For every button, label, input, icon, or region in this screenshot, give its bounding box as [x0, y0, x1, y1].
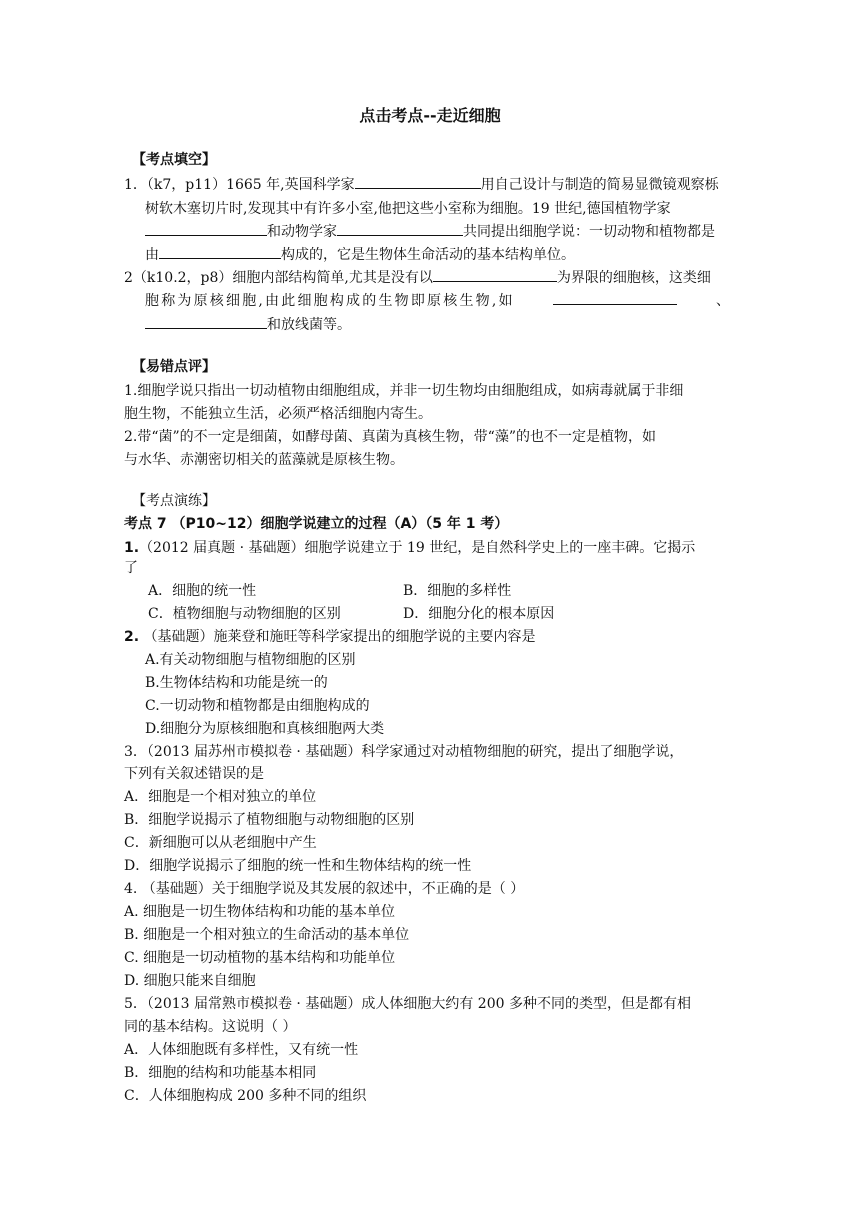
answer-blank[interactable] — [145, 314, 267, 329]
practice-q2-option-c: C.一切动物和植物都是由细胞构成的 — [145, 698, 370, 714]
fill-q1-line2: 树软木塞切片时,发现其中有许多小室,他把这些小室称为细胞。19 世纪,德国植物学家 — [145, 201, 671, 217]
errors-section-header: 【易错点评】 — [132, 359, 216, 375]
error-point-2-line2: 与水华、赤潮密切相关的蓝藻就是原核生物。 — [124, 452, 404, 468]
fill-q1-line3: 和动物学家 共同提出细胞学说：一切动物和植物都是 — [145, 221, 715, 243]
fill-q2-line1: 2（k10.2，p8）细胞内部结构简单,尤其是没有以 为界限的细胞核，这类细 — [124, 267, 711, 289]
practice-q3-option-a: A．细胞是一个相对独立的单位 — [124, 789, 317, 805]
practice-q5-stem-line1: 5．（2013 届常熟市模拟卷 · 基础题）成人体细胞大约有 200 多种不同的类型，但是都有相 — [124, 996, 691, 1012]
practice-q1-stem-line2: 了 — [124, 560, 138, 576]
practice-section-header: 【考点演练】 — [132, 493, 216, 509]
practice-q5-option-a: A．人体细胞既有多样性，又有统一性 — [124, 1042, 359, 1058]
answer-blank[interactable] — [337, 221, 463, 236]
practice-q1-option-a: A．细胞的统一性 — [148, 583, 257, 599]
practice-q1-option-c: C．植物细胞与动物细胞的区别 — [148, 606, 341, 622]
practice-q1-stem-line1: 1.（2012 届真题 · 基础题）细胞学说建立于 19 世纪，是自然科学史上的一座丰碑。它揭示 — [124, 540, 696, 556]
page-title: 点击考点--走近细胞 — [359, 106, 501, 125]
practice-q5-stem-line2: 同的基本结构。这说明（ ） — [124, 1019, 297, 1035]
practice-q3-option-b: B．细胞学说揭示了植物细胞与动物细胞的区别 — [124, 812, 415, 828]
practice-q2-option-d: D.细胞分为原核细胞和真核细胞两大类 — [145, 721, 385, 737]
fill-q2-line3: 和放线菌等。 — [145, 314, 351, 336]
practice-q3-option-c: C．新细胞可以从老细胞中产生 — [124, 835, 317, 851]
error-point-2-line1: 2.带“菌”的不一定是细菌，如酵母菌、真菌为真核生物，带“藻”的也不一定是植物，如 — [124, 429, 656, 445]
practice-q3-option-d: D．细胞学说揭示了细胞的统一性和生物体结构的统一性 — [124, 858, 472, 874]
practice-q4-option-d: D. 细胞只能来自细胞 — [124, 973, 256, 989]
answer-blank[interactable] — [145, 221, 267, 236]
answer-blank[interactable] — [355, 174, 481, 189]
practice-q4-option-c: C. 细胞是一切动植物的基本结构和功能单位 — [124, 950, 396, 966]
answer-blank[interactable] — [159, 244, 281, 259]
fill-q1-line4: 由 构成的，它是生物体生命活动的基本结构单位。 — [145, 244, 575, 266]
error-point-1-line2: 胞生物，不能独立生活，必须严格活细胞内寄生。 — [124, 406, 432, 422]
practice-q2-stem: 2. （基础题）施莱登和施旺等科学家提出的细胞学说的主要内容是 — [124, 629, 536, 645]
practice-q5-option-c: C．人体细胞构成 200 多种不同的组织 — [124, 1088, 367, 1104]
fill-q2-line2: 胞称为原核细胞,由此细胞构成的生物即原核生物,如 、 — [145, 290, 730, 312]
practice-q3-stem-line1: 3．（2013 届苏州市模拟卷 · 基础题）科学家通过对动植物细胞的研究，提出了细胞学说， — [124, 744, 684, 760]
answer-blank[interactable] — [433, 267, 557, 282]
fill-section-header: 【考点填空】 — [132, 152, 216, 168]
practice-q4-option-b: B. 细胞是一个相对独立的生命活动的基本单位 — [124, 927, 410, 943]
practice-q4-option-a: A. 细胞是一切生物体结构和功能的基本单位 — [124, 904, 396, 920]
practice-q2-option-a: A.有关动物细胞与植物细胞的区别 — [145, 652, 356, 668]
practice-q5-option-b: B．细胞的结构和功能基本相同 — [124, 1065, 317, 1081]
fill-q1-line1: 1．（k7，p11）1665 年,英国科学家 用自己设计与制造的简易显微镜观察栎 — [124, 174, 719, 196]
practice-q3-stem-line2: 下列有关叙述错误的是 — [124, 766, 264, 782]
practice-q2-option-b: B.生物体结构和功能是统一的 — [145, 675, 328, 691]
practice-q1-option-d: D．细胞分化的根本原因 — [403, 606, 555, 622]
practice-topic-heading: 考点 7 （P10~12）细胞学说建立的过程（A）（5 年 1 考） — [124, 516, 509, 532]
practice-q1-option-b: B．细胞的多样性 — [403, 583, 512, 599]
error-point-1-line1: 1.细胞学说只指出一切动植物由细胞组成，并非一切生物均由细胞组成，如病毒就属于非细 — [124, 383, 684, 399]
answer-blank[interactable] — [553, 290, 677, 305]
practice-q4-stem: 4. （基础题）关于细胞学说及其发展的叙述中，不正确的是（ ） — [124, 881, 525, 897]
